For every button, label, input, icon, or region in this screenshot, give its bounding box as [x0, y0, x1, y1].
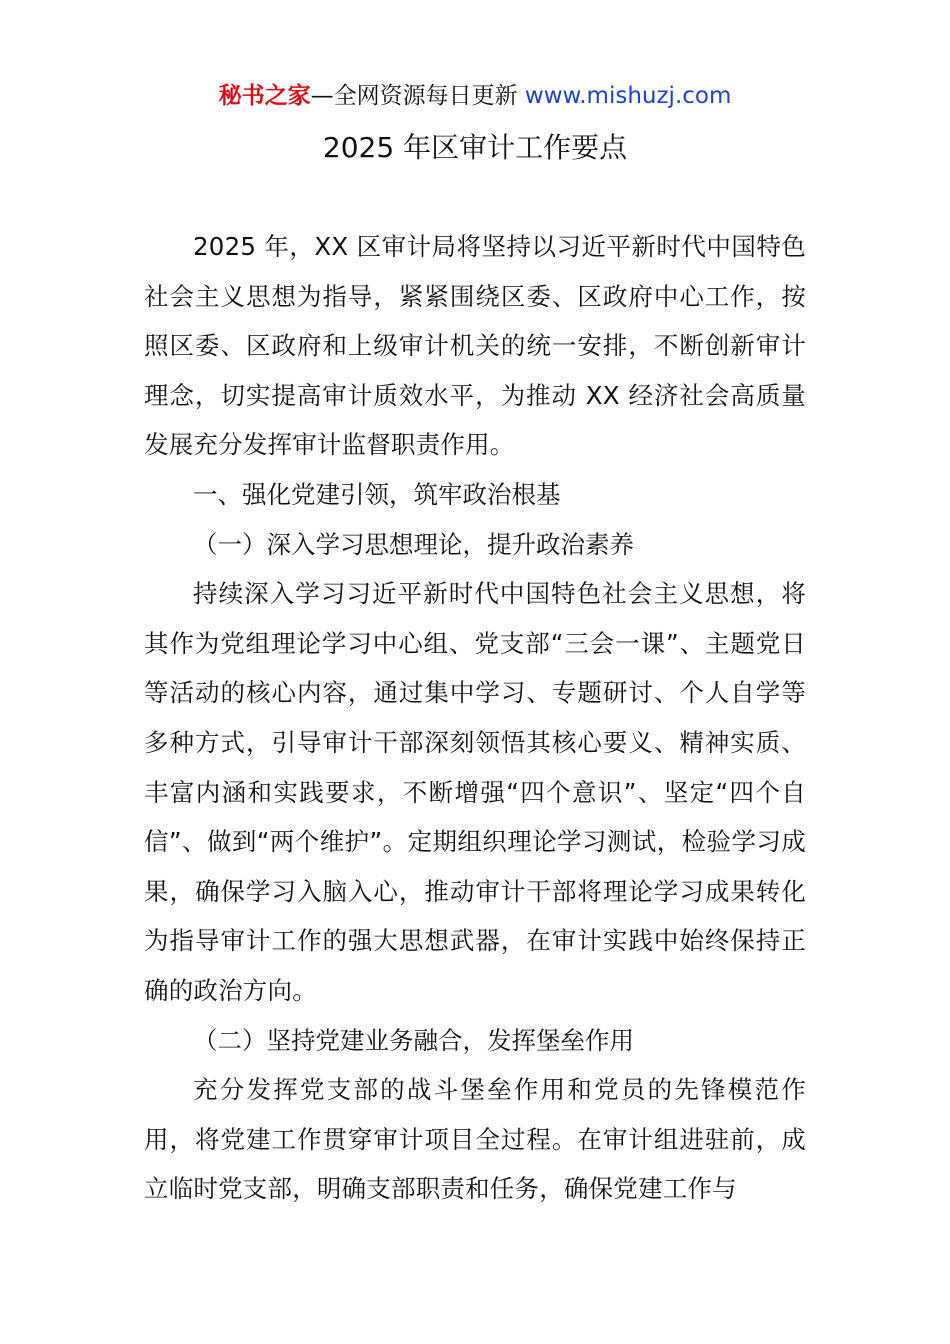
section-heading-1: 一、强化党建引领，筑牢政治根基 — [193, 479, 561, 509]
site-header — [0, 80, 950, 112]
document-body — [144, 222, 806, 1214]
subsection-heading-2: （二）坚持党建业务融合，发挥堡垒作用 — [193, 1025, 634, 1055]
site-url-link[interactable]: www.mishuzj.com — [524, 83, 732, 109]
brand-name: 秘书之家 — [218, 83, 311, 109]
subsection-body-2: 充分发挥党支部的战斗堡垒作用和党员的先锋模范作用，将党建工作贯穿审计项目全过程。在审计组进驻前，成立临时党支部，明确支部职责和任务，确保党建工作与 — [144, 1075, 806, 1204]
document-title: 2025 年区审计工作要点 — [322, 131, 628, 164]
subsection-heading-1: （一）深入学习思想理论，提升政治素养 — [193, 529, 634, 559]
header-tagline: —全网资源每日更新 — [310, 83, 518, 109]
subsection-body-1: 持续深入学习习近平新时代中国特色社会主义思想，将其作为党组理论学习中心组、党支部“三会一课”、主题党日等活动的核心内容，通过集中学习、专题研讨、个人自学等多种方式，引导审计干部深刻领悟其核心要义、精神实质、丰富内涵和实践要求，不断增强“四个意识”、坚定“四个自信”、做到“两个维护”。定期组织理论学习测试，检验学习成果，确保学习入脑入心，推动审计干部将理论学习成果转化为指导审计工作的强大思想武器，在审计实践中始终保持正确的政治方向。 — [144, 579, 806, 1005]
intro-paragraph: 2025 年，XX 区审计局将坚持以习近平新时代中国特色社会主义思想为指导，紧紧围绕区委、区政府中心工作，按照区委、区政府和上级审计机关的统一安排，不断创新审计理念，切实提高审计质效水平，为推动 XX 经济社会高质量发展充分发挥审计监督职责作用。 — [144, 232, 806, 460]
